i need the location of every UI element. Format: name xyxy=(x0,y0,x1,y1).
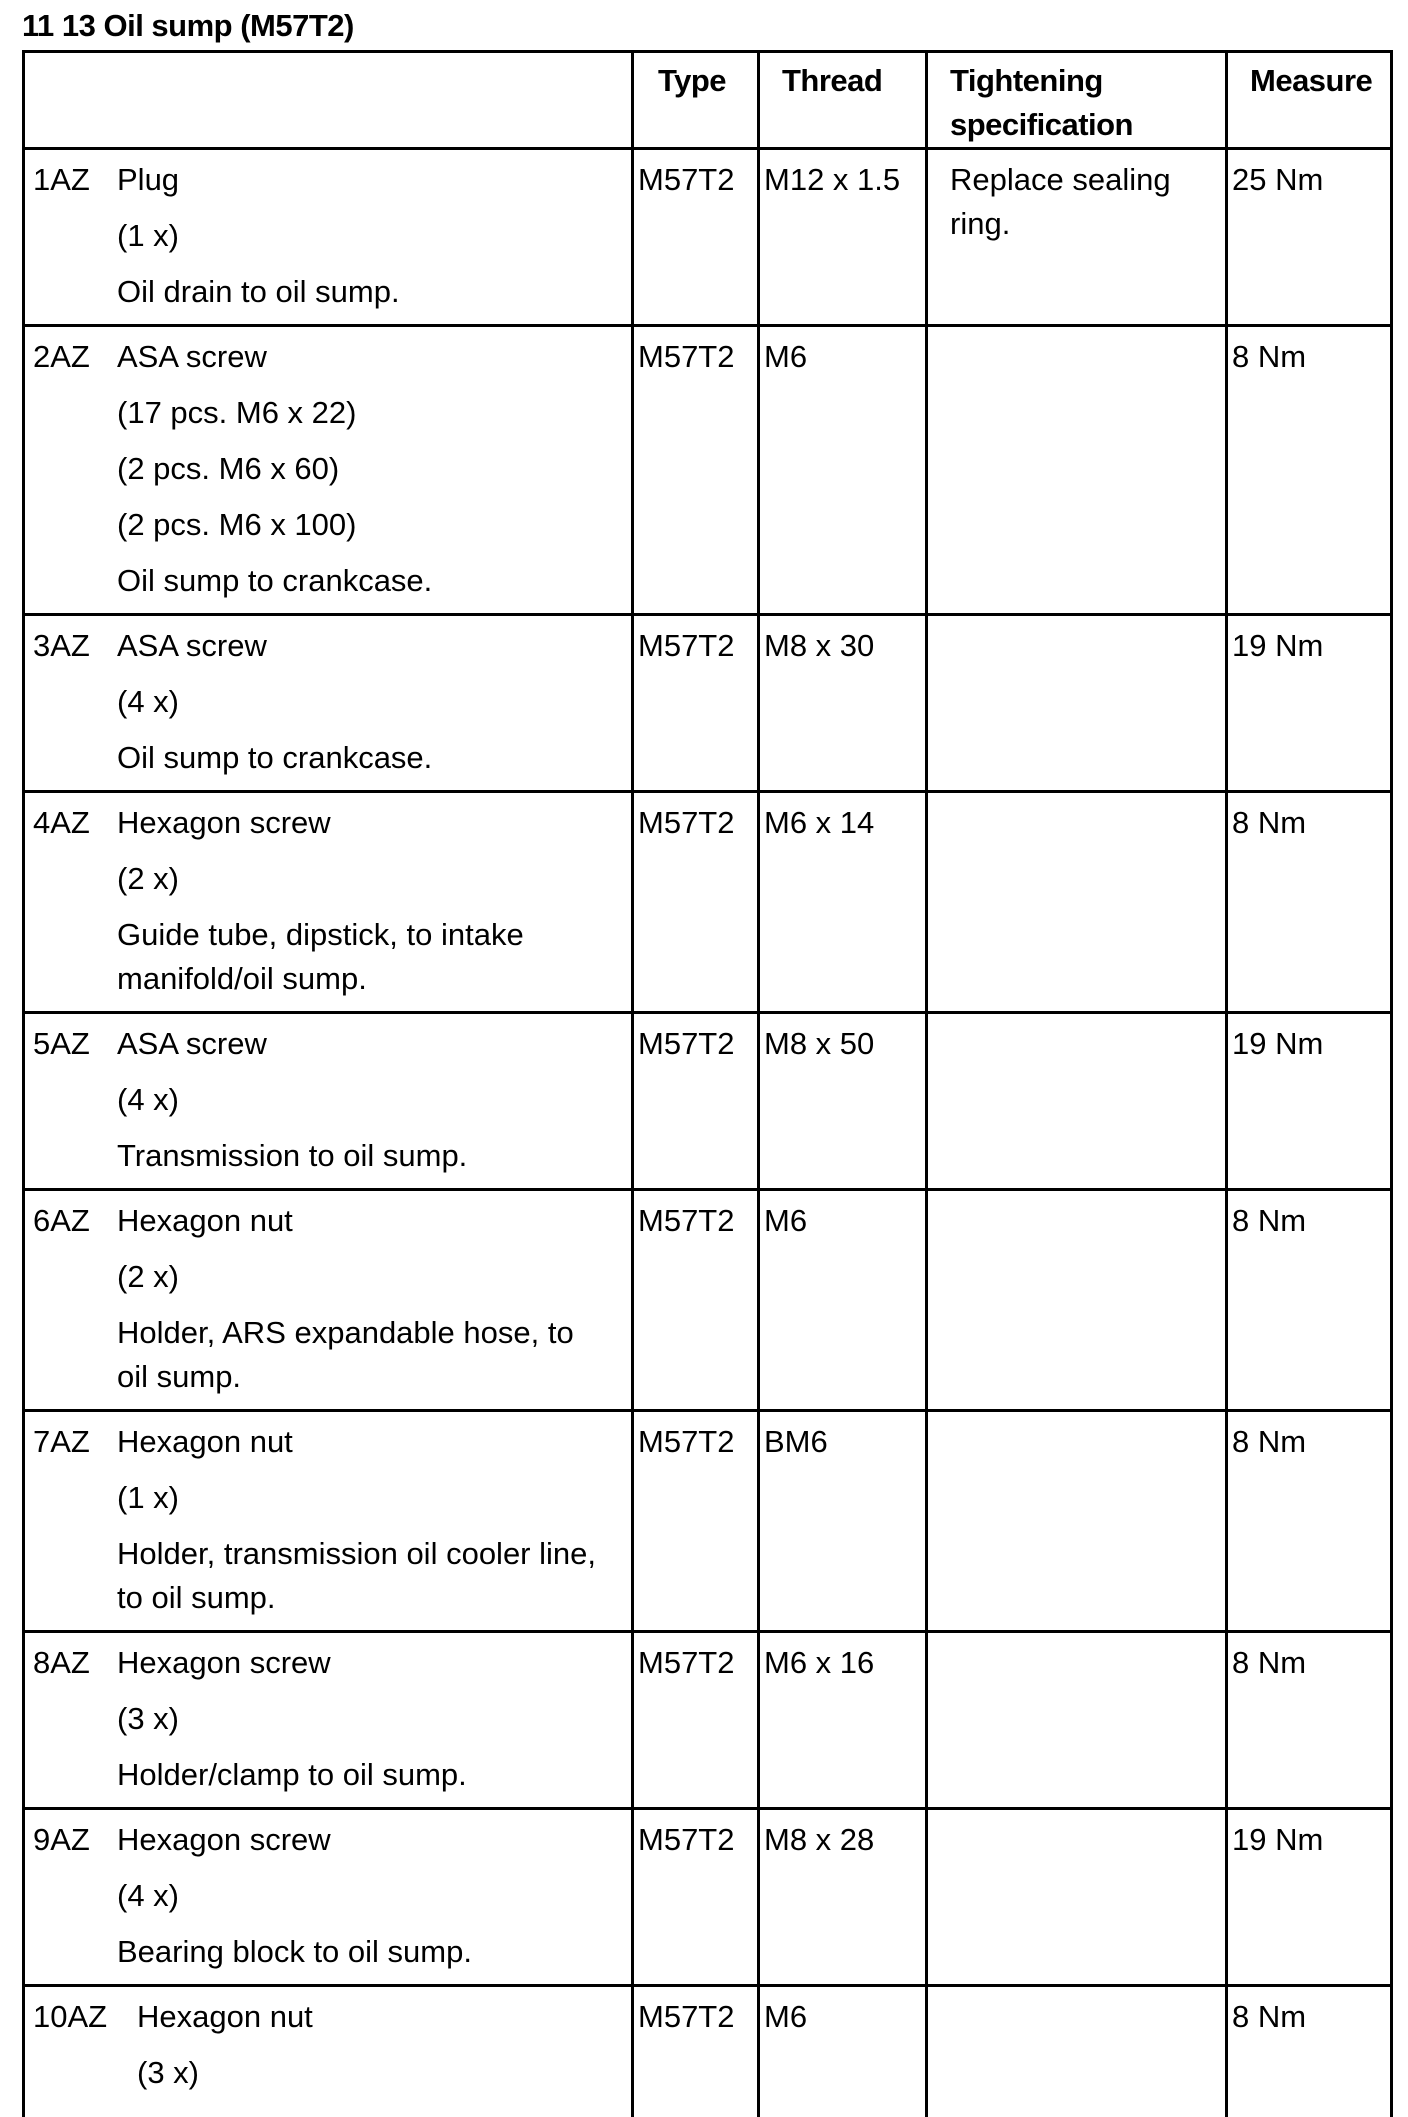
item-location: Guide tube, dipstick, to intake manifold/oil sump. xyxy=(117,913,611,1001)
table-row xyxy=(24,1013,1392,1190)
thread-cell: BM6 xyxy=(759,1411,927,1632)
spec-cell xyxy=(927,1632,1227,1809)
item-number: 3AZ xyxy=(33,624,117,780)
type-cell: M57T2 xyxy=(633,149,759,326)
item-number: 5AZ xyxy=(33,1022,117,1178)
measure-cell: 25 Nm xyxy=(1227,149,1392,326)
type-cell: M57T2 xyxy=(633,1013,759,1190)
item-location: Oil sump to crankcase. xyxy=(117,559,611,603)
table-row xyxy=(24,1632,1392,1809)
item-cell xyxy=(24,615,633,792)
table-row xyxy=(24,1190,1392,1411)
thread-cell: M6 x 14 xyxy=(759,792,927,1013)
table-row xyxy=(24,1411,1392,1632)
type-cell: M57T2 xyxy=(633,1809,759,1986)
item-cell xyxy=(24,792,633,1013)
type-cell: M57T2 xyxy=(633,326,759,615)
item-location: Holder, ARS expandable hose, to oil sump. xyxy=(117,1311,611,1399)
item-number: 2AZ xyxy=(33,335,117,603)
header-tightening-specification: Tightening specification xyxy=(927,52,1227,149)
spec-cell xyxy=(927,1411,1227,1632)
header-measure: Measure xyxy=(1227,52,1392,149)
item-quantity: (4 x) xyxy=(117,1078,611,1134)
spec-cell xyxy=(927,1190,1227,1411)
item-number: 6AZ xyxy=(33,1199,117,1399)
spec-cell xyxy=(927,1013,1227,1190)
item-name: ASA screw xyxy=(117,1022,611,1078)
measure-cell: 8 Nm xyxy=(1227,1632,1392,1809)
measure-cell: 8 Nm xyxy=(1227,1190,1392,1411)
item-name: Hexagon screw xyxy=(117,1818,611,1874)
torque-spec-table xyxy=(22,50,1393,2117)
measure-cell: 19 Nm xyxy=(1227,1013,1392,1190)
table-row xyxy=(24,1986,1392,2117)
item-quantity: (17 pcs. M6 x 22) xyxy=(117,391,611,447)
item-quantity: (4 x) xyxy=(117,680,611,736)
table-row xyxy=(24,149,1392,326)
thread-cell: M6 x 16 xyxy=(759,1632,927,1809)
item-name: Hexagon nut xyxy=(137,1995,611,2051)
table-row xyxy=(24,792,1392,1013)
header-thread: Thread xyxy=(759,52,927,149)
item-quantity: (3 x) xyxy=(137,2051,611,2107)
header-type: Type xyxy=(633,52,759,149)
item-name: Hexagon nut xyxy=(117,1199,611,1255)
type-cell: M57T2 xyxy=(633,1632,759,1809)
item-location: Transmission to oil sump. xyxy=(117,1134,611,1178)
thread-cell: M8 x 50 xyxy=(759,1013,927,1190)
thread-cell: M12 x 1.5 xyxy=(759,149,927,326)
thread-cell: M6 xyxy=(759,326,927,615)
spec-cell xyxy=(927,1809,1227,1986)
item-name: ASA screw xyxy=(117,624,611,680)
spec-cell xyxy=(927,615,1227,792)
measure-cell: 8 Nm xyxy=(1227,792,1392,1013)
item-cell xyxy=(24,1632,633,1809)
type-cell: M57T2 xyxy=(633,792,759,1013)
item-name: Plug xyxy=(117,158,611,214)
item-quantity: (4 x) xyxy=(117,1874,611,1930)
thread-cell: M6 xyxy=(759,1190,927,1411)
item-cell xyxy=(24,1013,633,1190)
measure-cell: 19 Nm xyxy=(1227,1809,1392,1986)
item-quantity: (2 pcs. M6 x 100) xyxy=(117,503,611,559)
type-cell: M57T2 xyxy=(633,1411,759,1632)
item-quantity: (2 x) xyxy=(117,857,611,913)
item-cell xyxy=(24,1809,633,1986)
item-cell xyxy=(24,326,633,615)
item-number: 1AZ xyxy=(33,158,117,314)
spec-cell: Replace sealing ring. xyxy=(927,149,1227,326)
table-row xyxy=(24,615,1392,792)
measure-cell: 8 Nm xyxy=(1227,326,1392,615)
page-title: 11 13 Oil sump (M57T2) xyxy=(22,8,354,44)
table-row xyxy=(24,1809,1392,1986)
item-number: 10AZ xyxy=(33,1995,137,2107)
type-cell: M57T2 xyxy=(633,615,759,792)
item-quantity: (1 x) xyxy=(117,1476,611,1532)
item-location: Holder/clamp to oil sump. xyxy=(117,1753,611,1797)
item-name: Hexagon nut xyxy=(117,1420,611,1476)
item-name: ASA screw xyxy=(117,335,611,391)
item-cell xyxy=(24,1986,633,2117)
header-row xyxy=(24,52,1392,149)
spec-cell xyxy=(927,792,1227,1013)
item-quantity: (1 x) xyxy=(117,214,611,270)
item-name: Hexagon screw xyxy=(117,1641,611,1697)
thread-cell: M8 x 30 xyxy=(759,615,927,792)
type-cell: M57T2 xyxy=(633,1190,759,1411)
item-quantity: (2 pcs. M6 x 60) xyxy=(117,447,611,503)
item-quantity: (3 x) xyxy=(117,1697,611,1753)
measure-cell: 8 Nm xyxy=(1227,1411,1392,1632)
thread-cell: M6 xyxy=(759,1986,927,2117)
item-number: 7AZ xyxy=(33,1420,117,1620)
item-name: Hexagon screw xyxy=(117,801,611,857)
item-cell xyxy=(24,149,633,326)
thread-cell: M8 x 28 xyxy=(759,1809,927,1986)
table-row xyxy=(24,326,1392,615)
item-cell xyxy=(24,1411,633,1632)
item-quantity: (2 x) xyxy=(117,1255,611,1311)
item-cell xyxy=(24,1190,633,1411)
item-number: 4AZ xyxy=(33,801,117,1001)
item-location: Bearing block to oil sump. xyxy=(117,1930,611,1974)
item-location: Oil drain to oil sump. xyxy=(117,270,611,314)
spec-cell xyxy=(927,1986,1227,2117)
header-item xyxy=(24,52,633,149)
item-location: Holder, transmission oil cooler line, to oil sump. xyxy=(117,1532,611,1620)
spec-cell xyxy=(927,326,1227,615)
item-location: Oil sump to crankcase. xyxy=(117,736,611,780)
type-cell: M57T2 xyxy=(633,1986,759,2117)
item-number: 8AZ xyxy=(33,1641,117,1797)
measure-cell: 8 Nm xyxy=(1227,1986,1392,2117)
item-number: 9AZ xyxy=(33,1818,117,1974)
measure-cell: 19 Nm xyxy=(1227,615,1392,792)
